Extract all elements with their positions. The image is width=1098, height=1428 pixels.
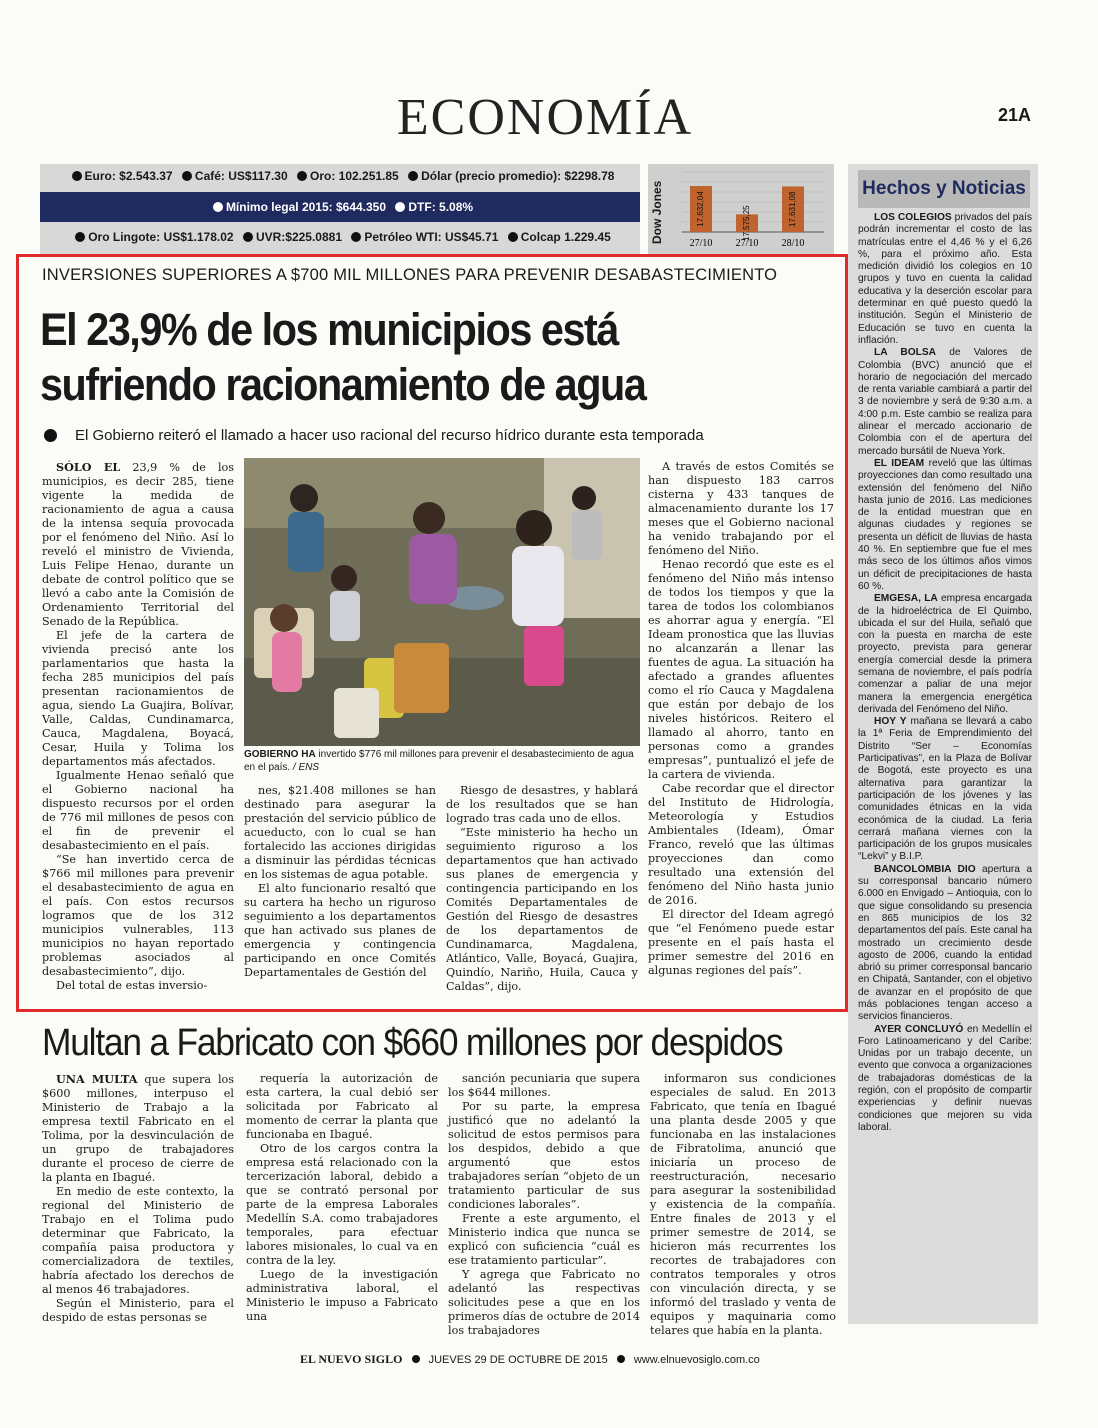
paragraph-text: 23,9 % de los municipios, es decir 285, tiene vigente la medida de racionamiento de agua a causa de la intensa sequía provocada por el fenómeno del Niño. Así lo reveló el ministro de Vivienda, Luis Felipe Henao, durante un debate de control político que se llevó a cabo ante la Comisión de Ordenamiento Territorial del Senado de la República. bbox=[42, 461, 234, 628]
dow-category-label: 27/10 bbox=[735, 238, 759, 249]
sidebar-body bbox=[858, 212, 1032, 1134]
sidebar-title: Hechos y Noticias bbox=[858, 170, 1030, 208]
news-item-lead: LA BOLSA bbox=[874, 347, 937, 359]
paragraph bbox=[446, 826, 638, 994]
news-item-lead: EMGESA, LA bbox=[874, 593, 938, 605]
paragraph-text: Del total de estas inversio- bbox=[56, 979, 208, 992]
dow-bar-label: 17.631,08 bbox=[788, 191, 798, 228]
article-kicker: INVERSIONES SUPERIORES A $700 MIL MILLONES PARA PREVENIR DESABASTECIMIENTO bbox=[42, 266, 778, 284]
bullet-icon bbox=[72, 171, 82, 181]
news-item bbox=[858, 864, 1032, 1024]
paragraph-text: Por su parte, la empresa justificó que no adelantó la solicitud de estos permisos para los despidos, debido a que argumentó que estos trabajadores serían “objeto de un tratamiento particular de sus condiciones laborales”. bbox=[448, 1100, 640, 1211]
bullet-icon bbox=[213, 202, 223, 212]
paragraph bbox=[42, 1297, 234, 1325]
newspaper-brand: EL NUEVO SIGLO bbox=[300, 1352, 403, 1366]
paragraph bbox=[448, 1212, 640, 1268]
news-item-text: privados del país podrán incrementar el costo de las matrículas entre el 4,46 % y el 6,26 %, para el próximo año. Esta medición dividió los colegios en 10 grupos y tuvo en cuenta la calidad educativa y la deserción escolar para determinar en qué puesto quedó la institución. Según el Ministerio de Educación se tuvo en cuenta la inflación. bbox=[858, 212, 1032, 346]
article-headline-2: Multan a Fabricato con $660 millones por despidos bbox=[42, 1022, 783, 1064]
dow-jones-chart bbox=[674, 168, 830, 252]
ticker-item: DTF: 5.08% bbox=[408, 200, 474, 214]
paragraph-text: Según el Ministerio, para el despido de estas personas se bbox=[42, 1297, 234, 1324]
paragraph bbox=[446, 784, 638, 826]
paragraph-text: Y agrega que Fabricato no adelantó las respectivas solicitudes pese a que en los primeros días de octubre de 2014 los trabajadores bbox=[448, 1268, 640, 1337]
bullet-icon bbox=[351, 232, 361, 242]
bullet-icon bbox=[44, 429, 57, 442]
caption-lead: GOBIERNO HA bbox=[244, 749, 316, 760]
ticker-item: Colcap 1.229.45 bbox=[520, 230, 611, 244]
paragraph bbox=[246, 1142, 438, 1268]
paragraph bbox=[448, 1072, 640, 1100]
ticker-item: Oro: 102.251.85 bbox=[310, 169, 399, 183]
news-item bbox=[858, 1024, 1032, 1135]
bullet-icon bbox=[395, 202, 405, 212]
section-title: ECONOMÍA bbox=[396, 89, 694, 146]
ticker-item: Mínimo legal 2015: $644.350 bbox=[225, 200, 387, 214]
dow-bar-label: 17.632,04 bbox=[696, 191, 706, 227]
article-column bbox=[446, 784, 638, 994]
news-item bbox=[858, 716, 1032, 864]
article-column bbox=[244, 784, 436, 980]
paragraph-text: Otro de los cargos contra la empresa está relacionado con la tercerización laboral, debido a que se contrató personal por parte de la empresa Laborales Medellín S.A. como trabajadores temporales, para efectuar labores misionales, lo cual va en contra de la ley. bbox=[246, 1142, 438, 1267]
caption-text: invertido $776 mil millones para prevenir el desabastecimiento de agua en el país. bbox=[244, 749, 634, 773]
article-column bbox=[648, 460, 834, 978]
ticker-row-2 bbox=[40, 192, 640, 222]
paragraph-lead: UNA MULTA bbox=[56, 1072, 138, 1086]
paragraph bbox=[42, 979, 234, 993]
ticker-item: UVR:$225.0881 bbox=[255, 230, 342, 244]
paragraph bbox=[448, 1268, 640, 1338]
paragraph bbox=[448, 1100, 640, 1212]
article-column bbox=[246, 1072, 438, 1324]
news-item bbox=[858, 593, 1032, 716]
paragraph-text: “Se han invertido cerca de $766 mil millones para prevenir el desabastecimiento de agua en el país. Con estos recursos logramos que de los 312 municipios vulnerables, 113 municipios no hayan reportado problemas asociados al desabastecimiento”, dijo. bbox=[42, 853, 234, 978]
article-headline bbox=[40, 302, 767, 412]
bullet-icon bbox=[297, 171, 307, 181]
bullet-icon bbox=[75, 232, 85, 242]
paragraph bbox=[648, 908, 834, 978]
news-item-text: en Medellín el Foro Latinoamericano y del Caribe: Unidas por un trabajo decente, un evento que convoca a organizaciones de trabajadoras domésticas de la región, con el propósito de compartir experiencias y definir nuevas condiciones que mejoren su vida laboral. bbox=[858, 1023, 1032, 1133]
paragraph bbox=[246, 1072, 438, 1142]
paragraph bbox=[244, 882, 436, 980]
bullet-icon bbox=[412, 1355, 420, 1363]
paragraph-text: Henao recordó que este es el fenómeno del Niño más intenso de todos los tiempos y que la tarea de todos los colombianos es ahorrar agua y energía. “El Ideam pronostica que las lluvias no alcanzarán a llenar las fuentes de agua. La situación ha afectado a grandes afluentes como el río Cauca y Magdalena que están por debajo de los niveles históricos. Reitero el llamado al ahorro, tanto en personas como a grandes empresas”, puntualizó el jefe de la cartera de vivienda. bbox=[648, 558, 834, 781]
dow-category-label: 28/10 bbox=[781, 238, 805, 249]
paragraph-text: informaron sus condiciones especiales de salud. En 2013 Fabricato, que tenía en Ibagué una planta desde 2005 y que funcionaba en las instalaciones de Fibratolima, anunció que iniciaría un proceso de reestructuración, necesario para asegurar la sostenibilidad y existencia de la compañía. Entre finales de 2013 y el primer semestre de 2014, se hicieron más recurrentes los recortes de trabajadores con contratos temporales y otros con vinculación directa, y se informó del traslado y venta de equipos y maquinaria como telares que había en la planta. bbox=[650, 1072, 836, 1337]
news-item-text: empresa encargada de la hidroeléctrica de El Quimbo, ubicada el sur del Huila, señaló que con la puesta en marcha de este proyecto, prevista para generar energía comercial desde la primera semana de noviembre, el país podría comenzar a paliar de una mejor manera la emergencia energética derivada del Fenómeno del Niño. bbox=[858, 593, 1032, 715]
news-item-lead: AYER CONCLUYÓ bbox=[874, 1023, 964, 1035]
paragraph-text: que supera los $600 millones, interpuso el Ministerio de Trabajo a la empresa textil Fabricato en el Tolima, por la desvinculación de un grupo de trabajadores durante el proceso de cierre de la planta en Ibagué. bbox=[42, 1073, 234, 1184]
news-item-lead: LOS COLEGIOS bbox=[874, 212, 952, 223]
ticker-row-1 bbox=[40, 169, 640, 183]
paragraph bbox=[244, 784, 436, 882]
deck-text: El Gobierno reiteró el llamado a hacer uso racional del recurso hídrico durante esta temporada bbox=[75, 427, 704, 444]
page-number: 21A bbox=[998, 105, 1032, 125]
bullet-icon bbox=[508, 232, 518, 242]
paragraph bbox=[42, 769, 234, 853]
bullet-icon bbox=[243, 232, 253, 242]
news-item bbox=[858, 347, 1032, 458]
market-ticker bbox=[40, 164, 640, 256]
paragraph bbox=[648, 558, 834, 782]
page-footer bbox=[300, 1352, 860, 1367]
news-item bbox=[858, 212, 1032, 347]
paragraph bbox=[42, 460, 234, 629]
news-item-text: apertura a su corresponsal bancario número 6.000 en Envigado – Antioquia, con lo que sigue consolidando su presencia en 865 municipios de los 32 departamentos del país. Este canal ha mostrado un crecimiento desde agosto de 2006, cuando la entidad abrió su primer corresponsal bancario en Chipatá, Santander, con el objetivo de avanzar en el propósito de que más poblaciones tengan acceso a servicios financieros. bbox=[858, 863, 1032, 1023]
news-item-lead: BANCOLOMBIA DIO bbox=[874, 863, 976, 875]
paragraph-text: nes, $21.408 millones se han destinado para asegurar la prestación del servicio público de acueducto, con lo cual se han fortalecido las acciones dirigidas a disminuir las pérdidas técnicas en los sistemas de agua potable. bbox=[244, 784, 436, 881]
people-collecting-water-image bbox=[244, 458, 640, 746]
bullet-icon bbox=[617, 1355, 625, 1363]
paragraph bbox=[42, 1072, 234, 1185]
paragraph bbox=[246, 1268, 438, 1324]
paragraph-text: El alto funcionario resaltó que su cartera ha hecho un riguroso seguimiento a los departamentos que han activado sus planes de emergencia y contingencia participando en once Comités Departamentales de Gestión del bbox=[244, 882, 436, 979]
paragraph bbox=[42, 629, 234, 769]
hechos-sidebar bbox=[848, 164, 1038, 1324]
dow-jones-box bbox=[648, 164, 834, 256]
ticker-item: Petróleo WTI: US$45.71 bbox=[364, 230, 499, 244]
paragraph bbox=[648, 782, 834, 908]
ticker-item: Oro Lingote: US$1.178.02 bbox=[88, 230, 234, 244]
paragraph-text: Riesgo de desastres, y hablará de los resultados que se han logrado tras cada uno de ellos. bbox=[446, 784, 638, 825]
paragraph bbox=[648, 460, 834, 558]
ticker-item: Dólar (precio promedio): $2298.78 bbox=[421, 169, 615, 183]
paragraph bbox=[42, 1185, 234, 1297]
ticker-item: Euro: $2.543.37 bbox=[84, 169, 173, 183]
paragraph-text: El jefe de la cartera de vivienda precisó ante los parlamentarios que hasta la fecha 285 municipios del país presentan racionamientos de agua, siendo La Guajira, Bolívar, Valle, Caldas, Cundinamarca, Cauca, Magdalena, Boyacá, Cesar, Huila y Tolima los departamentos más afectados. bbox=[42, 629, 234, 768]
news-item-text: mañana se llevará a cabo la 1ª Feria de Emprendimiento del Distrito “Ser – Economías Participativas”, en la Plaza de Bolívar de Bogotá, este proyecto es una alternativa para garantizar la participación de los jóvenes y las comunidades étnicas en la vida económica de la ciudad. La feria cerrará mañana viernes con la participación de los grupos musicales “Lekvi” y B.I.P. bbox=[858, 716, 1032, 863]
caption-credit: / ENS bbox=[292, 762, 320, 773]
article-column bbox=[650, 1072, 836, 1338]
news-item-lead: EL IDEAM bbox=[874, 457, 925, 469]
article-column bbox=[448, 1072, 640, 1338]
article-deck bbox=[44, 427, 704, 444]
paragraph bbox=[42, 853, 234, 979]
headline-line: sufriendo racionamiento de agua bbox=[40, 359, 646, 410]
article-photo bbox=[244, 458, 640, 746]
footer-date: JUEVES 29 DE OCTUBRE DE 2015 bbox=[428, 1354, 608, 1366]
bullet-icon bbox=[408, 171, 418, 181]
paragraph-text: requería la autorización de esta cartera, la cual debió ser solicitada por Fabricato al momento de cerrar la planta que funcionaba en Ibagué. bbox=[246, 1072, 438, 1141]
paragraph-text: Cabe recordar que el director del Instituto de Hidrología, Meteorología y Estudios Ambientales (Ideam), Ómar Franco, reveló que las últimas proyecciones dan como resultado una extensión del fenómeno del Niño hasta junio de 2016. bbox=[648, 782, 834, 907]
ticker-item: Café: US$117.30 bbox=[194, 169, 288, 183]
bullet-icon bbox=[182, 171, 192, 181]
article-column bbox=[42, 460, 234, 993]
photo-caption bbox=[244, 748, 640, 774]
ticker-row-3 bbox=[40, 230, 640, 244]
dow-jones-label: Dow Jones bbox=[650, 180, 664, 244]
paragraph-text: Luego de la investigación administrativa laboral, el Ministerio le impuso a Fabricato una bbox=[246, 1268, 438, 1323]
paragraph bbox=[650, 1072, 836, 1338]
paragraph-text: Igualmente Henao señaló que el Gobierno nacional ha dispuesto recursos por el orden de 776 mil millones de pesos con el fin de prevenir el desabastecimiento en el país. bbox=[42, 769, 234, 852]
article-column bbox=[42, 1072, 234, 1325]
headline-line: El 23,9% de los municipios está bbox=[40, 304, 618, 355]
dow-bar-label: 17.575,25 bbox=[742, 205, 752, 241]
paragraph-text: En medio de este contexto, la regional del Ministerio de Trabajo en el Tolima pudo determinar que Fabricato, la compañía paisa productora y comercializadora de textiles, habría afectado los derechos de al menos 46 trabajadores. bbox=[42, 1185, 234, 1296]
paragraph-text: A través de estos Comités se han dispuesto 183 carros cisterna y 433 tanques de almacenamiento durante los 17 meses que el Gobierno nacional ha venido trabajando por el fenómeno del Niño. bbox=[648, 460, 834, 557]
paragraph-text: sanción pecuniaria que supera los $644 millones. bbox=[448, 1072, 640, 1099]
paragraph-text: Frente a este argumento, el Ministerio indica que nunca se explicó con suficiencia “cuál es ese tratamiento particular”. bbox=[448, 1212, 640, 1267]
news-item bbox=[858, 458, 1032, 593]
paragraph-text: El director del Ideam agregó que “el Fenómeno puede estar presente en el país hasta el primer semestre del 2016 en algunas regiones del país”. bbox=[648, 908, 834, 977]
dow-category-label: 27/10 bbox=[689, 238, 713, 249]
footer-url[interactable]: www.elnuevosiglo.com.co bbox=[633, 1354, 760, 1366]
news-item-lead: HOY Y bbox=[874, 716, 907, 728]
news-item-text: reveló que las últimas proyecciones dan como resultado una extensión del fenómeno del Niño hasta junio de 2016. Las mediciones de la entidad muestran que en algunas ciudades y regiones se presenta un déficit de lluvias de hasta 40 %. En septiembre que fue el mes más seco de los últimos años vimos un déficit de precipitaciones de hasta 60 %. bbox=[858, 457, 1032, 592]
paragraph-text: “Este ministerio ha hecho un seguimiento riguroso a los departamentos que han activado sus planes de emergencia y contingencia participando en los Comités Departamentales de Gestión del Riesgo de desastres de los departamentos de Cundinamarca, Magdalena, Atlántico, Valle, Boyacá, Guajira, Quindío, Nariño, Huila, Cauca y Caldas”, dijo. bbox=[446, 826, 638, 993]
paragraph-lead: SÓLO EL bbox=[56, 460, 121, 474]
news-item-text: de Valores de Colombia (BVC) anunció que el horario de negociación del mercado de renta variable cambiará a partir del 3 de noviembre y será de 9:30 a.m. a 4:00 p.m. Este cambio se realiza para alinear el mercado accionario de Colombia con el de apertura del mercado bursátil de Nueva York. bbox=[858, 347, 1032, 457]
